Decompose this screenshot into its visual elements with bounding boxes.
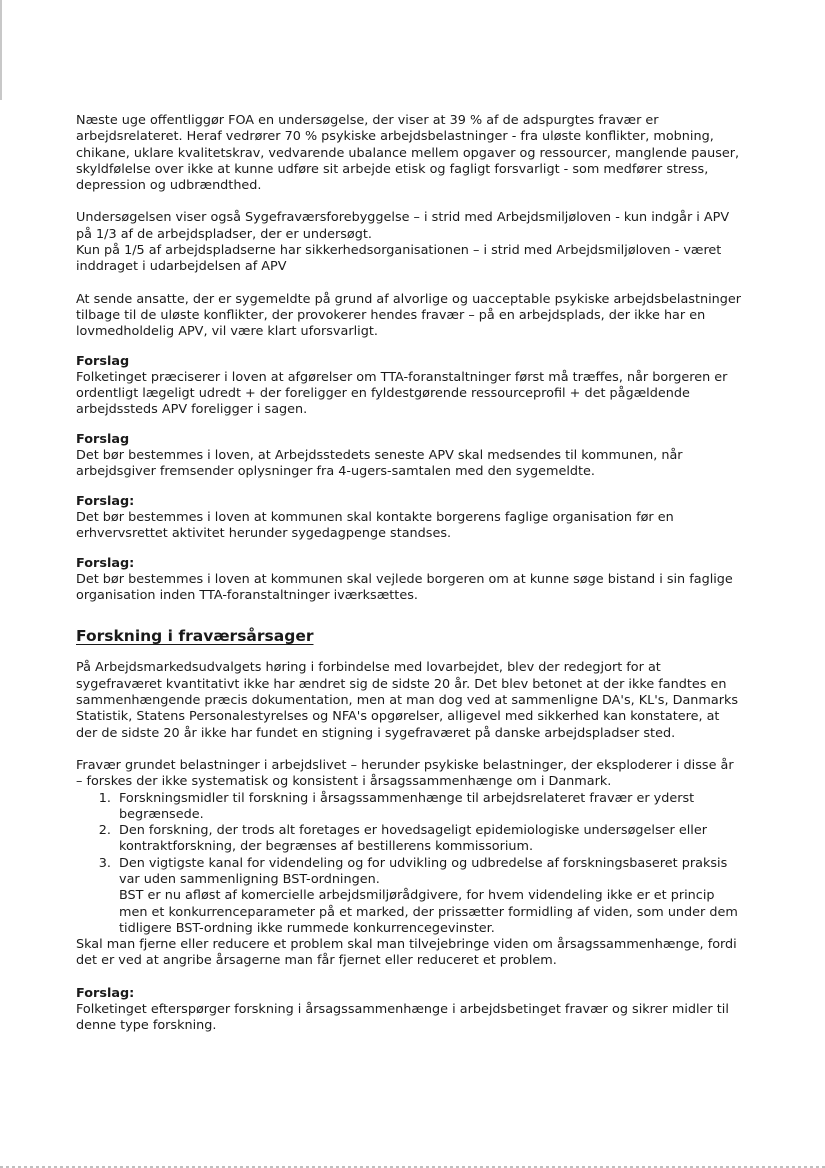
proposal-text: Folketinget efterspørger forskning i årsagssammenhænge i arbejdsbetinget fravær og sikrer midler til denne type forskning. bbox=[76, 1002, 729, 1034]
list-item: 1. Forskningsmidler til forskning i årsagssammenhænge til arbejdsrelateret fravær er yderst begrænsede. bbox=[115, 791, 744, 824]
proposal-text: Det bør bestemmes i loven at kommunen skal kontakte borgerens faglige organisation før en erhvervsrettet aktivitet herunder sygedagpenge standses. bbox=[76, 509, 674, 542]
list-item: 2. Den forskning, der trods alt foretages er hovedsageligt epidemiologiske undersøgelser eller kontraktforskning, der begrænses af bestillerens kommissorium. bbox=[115, 823, 744, 856]
paragraph-apv-coverage: Undersøgelsen viser også Sygefraværsforebyggelse – i strid med Arbejdsmiljøloven - kun indgår i APV på 1/3 af de arbejdspladser, der er undersøgt. bbox=[76, 210, 730, 242]
proposal-block bbox=[76, 986, 744, 1035]
proposal-label: Forslag bbox=[76, 353, 130, 369]
paragraph-sending-back: At sende ansatte, der er sygemeldte på grund af alvorlige og uacceptable psykiske arbejdsbelastninger tilbage til de uløste konflikter, der provokerer hendes fravær – på en arbejdsplads, der ikke har en lovmedholdelig APV, vil være klart uforsvarligt. bbox=[76, 291, 742, 340]
proposal-text: Det bør bestemmes i loven at kommunen skal vejlede borgeren om at kunne søge bistand i sin faglige organisation inden TTA-foranstaltninger iværksættes. bbox=[76, 571, 733, 604]
proposal-label: Forslag: bbox=[76, 555, 135, 571]
proposal-label: Forslag: bbox=[76, 493, 135, 509]
proposal-text: Folketinget præciserer i loven at afgørelser om TTA-foranstaltninger først må træffes, når borgeren er ordentligt lægeligt udredt + der foreligger en fyldestgørende ressourceprofil + det pågældende arbejdssteds APV foreligger i sagen. bbox=[76, 369, 728, 418]
list-item: 3. Den vigtigste kanal for videndeling og for udvikling og udbredelse af forskningsbaseret praksis var uden sammenligning BST-ordningen. bbox=[115, 856, 744, 889]
paragraph-remove-problem: Skal man fjerne eller reducere et problem skal man tilvejebringe viden om årsagssammenhænge, fordi det er ved at angribe årsagerne man får fjernet eller reduceret et problem. bbox=[76, 937, 737, 969]
paragraph-foa-survey: Næste uge offentliggør FOA en undersøgelse, der viser at 39 % af de adspurgtes fravær er arbejdsrelateret. Heraf vedrører 70 % psykiske arbejdsbelastninger - fra uløste konflikter, mobning, chikane, uklare kvalitetskrav, vedvarende ubalance mellem opgaver og ressourcer, manglende pauser, skyldfølelse over ikke at kunne udføre sit arbejde etisk og fagligt forsvarligt - som medfører stress, depression og udbrændthed. bbox=[76, 113, 740, 194]
proposal-block bbox=[76, 494, 744, 543]
proposal-block bbox=[76, 432, 744, 481]
proposal-label: Forslag bbox=[76, 431, 130, 447]
proposal-text: Det bør bestemmes i loven, at Arbejdsstedets seneste APV skal medsendes til kommunen, når arbejdsgiver fremsender oplysninger fra 4-ugers-samtalen med den sygemeldte. bbox=[76, 448, 683, 480]
section-title: Forskning i fraværsårsager bbox=[76, 627, 314, 646]
proposal-block bbox=[76, 556, 744, 605]
proposal-label: Forslag: bbox=[76, 985, 135, 1001]
paragraph-hearing: På Arbejdsmarkedsudvalgets høring i forbindelse med lovarbejdet, blev der redegjort for at sygefraværet kvantitativt ikke har ændret sig de sidste 20 år. Det blev betonet at der ikke fandtes en sammenhængende præcis dokumentation, men at man dog ved at sammenligne DA's, KL's, Danmarks Statistik, Statens Personalestyrelses og NFA's opgørelser, alligevel med sikkerhed kan konstatere, at der de sidste 20 år ikke har fundet en stigning i sygefraværet på danske arbejdspladser sted. bbox=[76, 660, 739, 741]
paragraph-safety-organisation: Kun på 1/5 af arbejdspladserne har sikkerhedsorganisationen – i strid med Arbejdsmiljøloven - været inddraget i udarbejdelsen af APV bbox=[76, 243, 722, 275]
list-item-note: BST er nu afløst af komercielle arbejdsmiljørådgivere, for hvem videndeling ikke er et princip men et konkurrenceparameter på et marked, der prissætter formidling af viden, som under dem tidligere BST-ordning ikke rummede konkurrencegevinster. bbox=[119, 888, 738, 936]
proposal-block bbox=[76, 354, 744, 419]
scan-edge-mark bbox=[0, 0, 2, 100]
document-page bbox=[76, 113, 744, 1035]
numbered-list bbox=[76, 791, 744, 889]
paragraph-no-research: Fravær grundet belastninger i arbejdslivet – herunder psykiske belastninger, der eksploderer i disse år – forskes der ikke systematisk og konsistent i årsagssammenhænge om i Danmark. bbox=[76, 757, 734, 790]
